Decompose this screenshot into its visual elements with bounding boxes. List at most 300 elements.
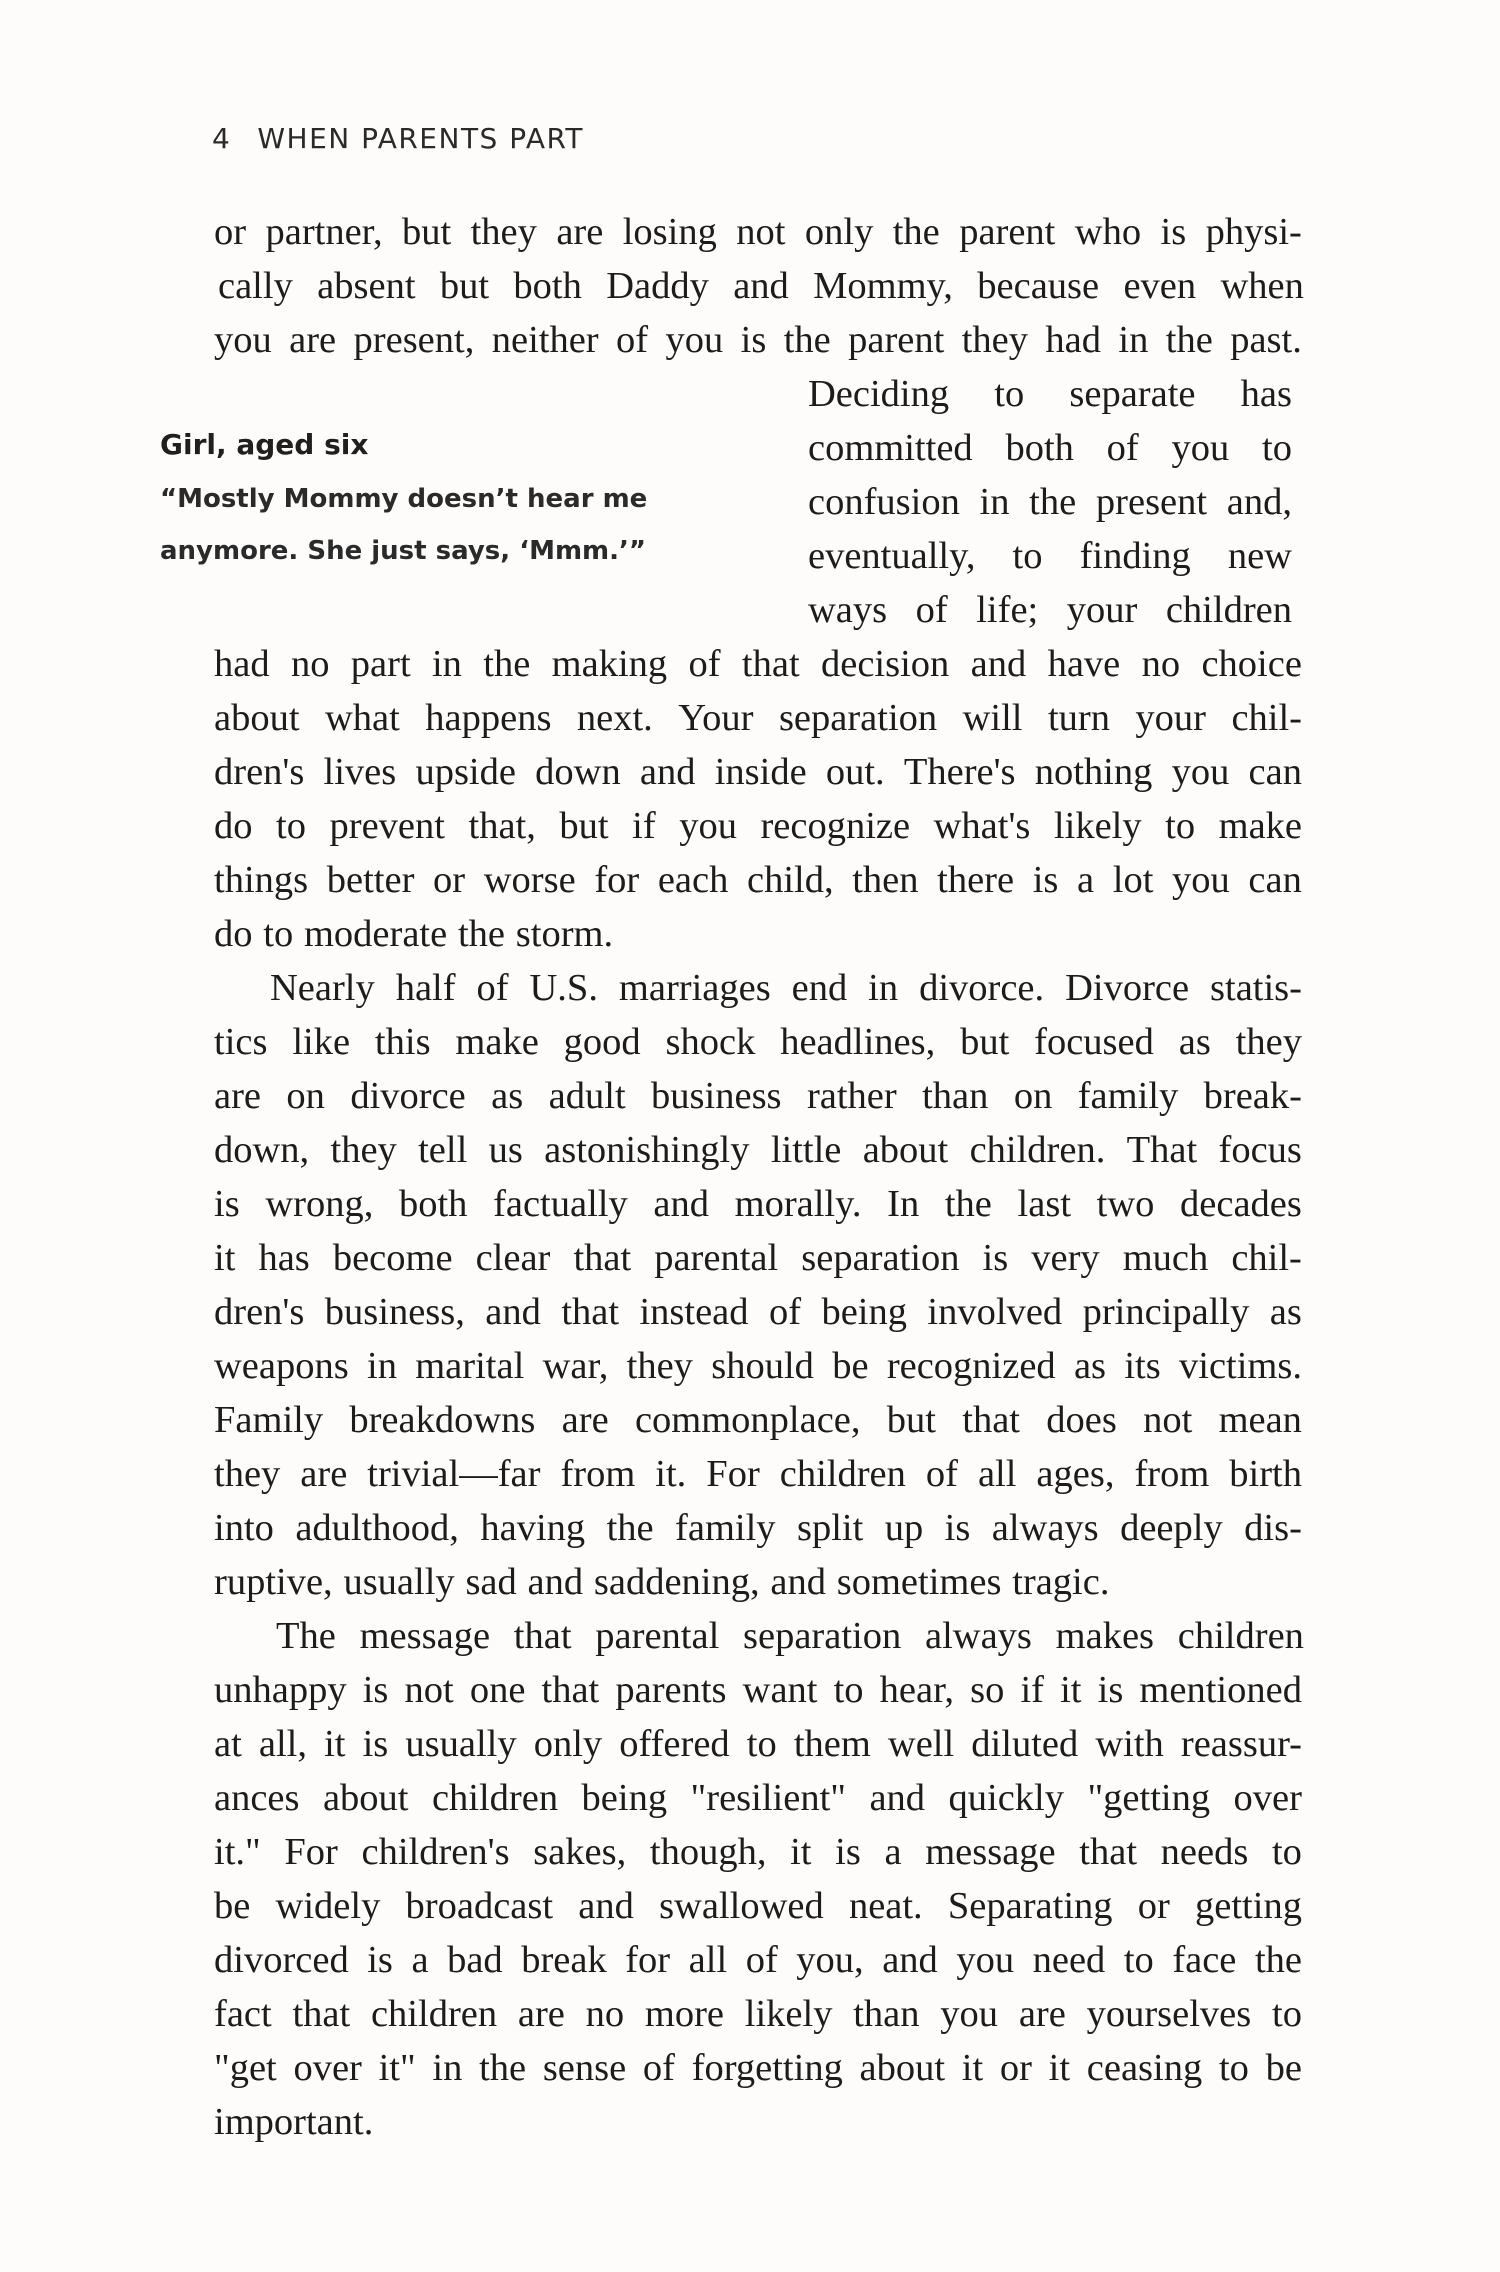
word: a bbox=[411, 1939, 429, 1981]
word: well bbox=[887, 1723, 955, 1765]
word: message bbox=[925, 1831, 1056, 1873]
text-line bbox=[276, 1609, 1304, 1663]
word: divorced bbox=[214, 1939, 349, 1981]
word: things bbox=[214, 859, 309, 901]
text-line bbox=[214, 637, 1302, 691]
word: part bbox=[350, 643, 411, 685]
text-line bbox=[214, 1447, 1302, 1501]
word: business bbox=[651, 1075, 782, 1117]
word: all bbox=[688, 1939, 728, 1981]
word: and bbox=[653, 1183, 709, 1225]
running-header bbox=[212, 122, 584, 155]
text-line bbox=[214, 313, 1302, 367]
word: child, bbox=[746, 859, 834, 901]
word: marriages bbox=[618, 967, 771, 1009]
word: they bbox=[1235, 1021, 1302, 1063]
word: with bbox=[1095, 1723, 1164, 1765]
word: upside bbox=[415, 751, 516, 793]
word: both bbox=[513, 265, 582, 307]
word: you bbox=[1171, 427, 1230, 469]
word: half bbox=[395, 967, 456, 1009]
word: happens bbox=[425, 697, 552, 739]
word: committed bbox=[808, 427, 973, 469]
word: is bbox=[1097, 1669, 1124, 1711]
word: mentioned bbox=[1139, 1669, 1302, 1711]
word: to bbox=[994, 373, 1025, 415]
word: being bbox=[821, 1291, 907, 1333]
word: they bbox=[330, 1129, 397, 1171]
word: only bbox=[804, 211, 874, 253]
word: children's bbox=[361, 1831, 510, 1873]
word: the bbox=[1254, 1939, 1302, 1981]
text-line bbox=[214, 1825, 1302, 1879]
word: be bbox=[214, 1885, 251, 1927]
word: they bbox=[470, 211, 537, 253]
word: making bbox=[551, 643, 668, 685]
text-line bbox=[214, 853, 1302, 907]
word: message bbox=[359, 1615, 491, 1657]
word: and, bbox=[1226, 481, 1292, 523]
word: focus bbox=[1218, 1129, 1302, 1171]
word: out. bbox=[825, 751, 885, 793]
word: weapons bbox=[214, 1345, 349, 1387]
word: all, bbox=[258, 1723, 307, 1765]
word: ages, bbox=[1036, 1453, 1115, 1495]
word: in bbox=[432, 2047, 463, 2089]
word: over bbox=[293, 2047, 362, 2089]
word: sad bbox=[465, 1561, 517, 1603]
word: chil- bbox=[1231, 1237, 1302, 1279]
word: tics bbox=[214, 1021, 268, 1063]
text-line bbox=[214, 1717, 1302, 1771]
word: quickly bbox=[948, 1777, 1064, 1819]
word: they bbox=[214, 1453, 281, 1495]
word: of bbox=[1106, 427, 1139, 469]
word: one bbox=[469, 1669, 526, 1711]
word: business, bbox=[324, 1291, 465, 1333]
word: having bbox=[480, 1507, 586, 1549]
word: physi- bbox=[1205, 211, 1302, 253]
word: to bbox=[1272, 1993, 1302, 2035]
word: Mommy, bbox=[813, 265, 953, 307]
word: victims. bbox=[1179, 1345, 1302, 1387]
word: but bbox=[559, 805, 609, 847]
word: swallowed bbox=[659, 1885, 824, 1927]
word: then bbox=[852, 859, 919, 901]
text-line bbox=[214, 1123, 1302, 1177]
word: them bbox=[793, 1723, 871, 1765]
word: when bbox=[1220, 265, 1304, 307]
word: to bbox=[276, 805, 306, 847]
word: reassur- bbox=[1180, 1723, 1302, 1765]
word: always bbox=[924, 1615, 1032, 1657]
word: and bbox=[485, 1291, 541, 1333]
text-line bbox=[214, 907, 1302, 961]
word: all bbox=[977, 1453, 1017, 1495]
word: you bbox=[1171, 751, 1230, 793]
word: dren's bbox=[214, 751, 305, 793]
word: to bbox=[1165, 805, 1196, 847]
word: little bbox=[770, 1129, 842, 1171]
word: much bbox=[1122, 1237, 1209, 1279]
word: parent bbox=[848, 319, 945, 361]
word: end bbox=[791, 967, 848, 1009]
word: sometimes bbox=[836, 1561, 1002, 1603]
word: about bbox=[322, 1777, 409, 1819]
word: partner, bbox=[265, 211, 383, 253]
word: being bbox=[581, 1777, 668, 1819]
word: decades bbox=[1180, 1183, 1302, 1225]
word: down bbox=[535, 751, 621, 793]
word: of bbox=[688, 643, 721, 685]
word: the bbox=[606, 1507, 654, 1549]
word: diluted bbox=[971, 1723, 1079, 1765]
word: better bbox=[326, 859, 415, 901]
word: lives bbox=[323, 751, 397, 793]
word: as bbox=[1269, 1291, 1302, 1333]
word: is bbox=[944, 1507, 971, 1549]
word: Separating bbox=[947, 1885, 1113, 1927]
quote-line: “Mostly Mommy doesn’t hear me bbox=[160, 484, 648, 514]
word: your bbox=[1135, 697, 1206, 739]
word: statis- bbox=[1210, 967, 1302, 1009]
word: what's bbox=[933, 805, 1031, 847]
word: unhappy bbox=[214, 1669, 347, 1711]
word: it bbox=[790, 1831, 812, 1873]
text-line bbox=[214, 799, 1302, 853]
word: marital bbox=[415, 1345, 525, 1387]
word: fact bbox=[214, 1993, 272, 2035]
text-line bbox=[214, 205, 1302, 259]
word: you bbox=[940, 1993, 999, 2035]
word: U.S. bbox=[529, 967, 598, 1009]
word: like bbox=[292, 1021, 351, 1063]
word: from bbox=[1134, 1453, 1210, 1495]
word: no bbox=[1141, 643, 1181, 685]
word: you bbox=[665, 319, 724, 361]
word: divorce. bbox=[919, 967, 1045, 1009]
word: shock bbox=[665, 1021, 756, 1063]
word: focused bbox=[1034, 1021, 1154, 1063]
text-line bbox=[214, 1177, 1302, 1231]
word: into bbox=[214, 1507, 274, 1549]
word: and bbox=[639, 751, 696, 793]
word: and bbox=[770, 1561, 826, 1603]
word: family bbox=[1077, 1075, 1179, 1117]
word: be bbox=[832, 1345, 869, 1387]
word: worse bbox=[483, 859, 576, 901]
word: this bbox=[374, 1021, 431, 1063]
word: as bbox=[491, 1075, 524, 1117]
word: to bbox=[1262, 427, 1292, 469]
word: birth bbox=[1229, 1453, 1302, 1495]
word: divorce bbox=[350, 1075, 466, 1117]
word: last bbox=[1017, 1183, 1072, 1225]
word: only bbox=[533, 1723, 603, 1765]
word: are bbox=[556, 211, 604, 253]
word: likely bbox=[1053, 805, 1142, 847]
text-line bbox=[214, 2095, 1302, 2149]
word: down, bbox=[214, 1129, 310, 1171]
word: storm. bbox=[515, 913, 614, 955]
word: make bbox=[1218, 805, 1302, 847]
word: that bbox=[541, 1669, 600, 1711]
word: sense bbox=[542, 2047, 627, 2089]
word: to bbox=[1271, 1831, 1302, 1873]
word: lot bbox=[1112, 859, 1154, 901]
word: nothing bbox=[1034, 751, 1153, 793]
text-line bbox=[808, 367, 1292, 421]
word: need bbox=[1032, 1939, 1106, 1981]
word: two bbox=[1096, 1183, 1155, 1225]
word: yourselves bbox=[1086, 1993, 1252, 2035]
text-line bbox=[214, 1393, 1302, 1447]
text-line bbox=[214, 1933, 1302, 1987]
word: Nearly bbox=[270, 967, 375, 1009]
word: about bbox=[214, 697, 300, 739]
word: your bbox=[1066, 589, 1138, 631]
word: and bbox=[882, 1939, 938, 1981]
word: trivial—far bbox=[367, 1453, 541, 1495]
word: but bbox=[439, 265, 490, 307]
word: usually bbox=[343, 1561, 455, 1603]
word: both bbox=[1005, 427, 1074, 469]
word: for bbox=[625, 1939, 671, 1981]
word: for bbox=[594, 859, 640, 901]
text-line bbox=[214, 1069, 1302, 1123]
word: the bbox=[944, 1183, 992, 1225]
word: if bbox=[1020, 1669, 1044, 1711]
word: had bbox=[214, 643, 270, 685]
word: children bbox=[779, 1453, 906, 1495]
word: you bbox=[1172, 859, 1230, 901]
text-line bbox=[214, 1285, 1302, 1339]
word: break- bbox=[1203, 1075, 1302, 1117]
word: confusion bbox=[808, 481, 960, 523]
word: in bbox=[1118, 319, 1149, 361]
word: what bbox=[324, 697, 400, 739]
word: and bbox=[733, 265, 789, 307]
text-line bbox=[270, 961, 1302, 1015]
word: on bbox=[1013, 1075, 1053, 1117]
word: Your bbox=[678, 697, 754, 739]
word: us bbox=[488, 1129, 523, 1171]
word: because bbox=[977, 265, 1100, 307]
word: will bbox=[962, 697, 1023, 739]
word: the bbox=[479, 2047, 527, 2089]
quote-line: anymore. She just says, ‘Mmm.’” bbox=[160, 536, 646, 566]
word: separate bbox=[1069, 373, 1196, 415]
text-line bbox=[218, 259, 1304, 313]
word: at bbox=[214, 1723, 242, 1765]
word: but bbox=[402, 211, 452, 253]
word: is bbox=[214, 1183, 240, 1225]
word: in bbox=[431, 643, 462, 685]
word: to bbox=[1123, 1939, 1154, 1981]
word: separation bbox=[743, 1615, 902, 1657]
word: the bbox=[483, 643, 531, 685]
word: Deciding bbox=[808, 373, 950, 415]
word: cally bbox=[218, 265, 293, 307]
word: is bbox=[982, 1237, 1009, 1279]
word: it. bbox=[655, 1453, 687, 1495]
word: the bbox=[457, 913, 506, 955]
word: who bbox=[1074, 211, 1142, 253]
word: they bbox=[961, 319, 1029, 361]
text-line bbox=[214, 1015, 1302, 1069]
word: moderate bbox=[303, 913, 448, 955]
word: deeply bbox=[1120, 1507, 1223, 1549]
word: become bbox=[332, 1237, 453, 1279]
word: that bbox=[573, 1237, 632, 1279]
word: has bbox=[1240, 373, 1292, 415]
word: as bbox=[1073, 1345, 1107, 1387]
text-line bbox=[214, 1663, 1302, 1717]
word: you bbox=[214, 319, 272, 361]
text-line bbox=[214, 1987, 1302, 2041]
word: saddening, bbox=[593, 1561, 760, 1603]
word: losing bbox=[622, 211, 717, 253]
word: as bbox=[1178, 1021, 1211, 1063]
word: astonishingly bbox=[544, 1129, 750, 1171]
word: to bbox=[263, 913, 294, 955]
word: parent bbox=[959, 211, 1056, 253]
word: good bbox=[563, 1021, 641, 1063]
word: very bbox=[1031, 1237, 1100, 1279]
word: a bbox=[884, 1831, 902, 1873]
word: clear bbox=[475, 1237, 551, 1279]
word: but bbox=[960, 1021, 1010, 1063]
word: choice bbox=[1201, 643, 1302, 685]
word: past. bbox=[1230, 319, 1302, 361]
word: In bbox=[887, 1183, 920, 1225]
text-line bbox=[808, 475, 1292, 529]
word: more bbox=[644, 1993, 725, 2035]
word: it." bbox=[214, 1831, 261, 1873]
text-line bbox=[214, 1555, 1302, 1609]
word: on bbox=[286, 1075, 325, 1117]
quote-speaker: Girl, aged six bbox=[160, 428, 369, 461]
word: to bbox=[1012, 535, 1043, 577]
word: of bbox=[925, 1453, 958, 1495]
word: getting bbox=[1195, 1885, 1302, 1927]
word: the bbox=[1165, 319, 1213, 361]
word: it bbox=[961, 2047, 984, 2089]
word: wrong, bbox=[265, 1183, 374, 1225]
word: you, bbox=[796, 1939, 864, 1981]
word: are bbox=[289, 319, 337, 361]
word: "getting bbox=[1087, 1777, 1211, 1819]
word: decision bbox=[821, 643, 950, 685]
word: always bbox=[991, 1507, 1099, 1549]
word: and bbox=[970, 643, 1027, 685]
word: are bbox=[561, 1399, 609, 1441]
word: and bbox=[869, 1777, 926, 1819]
word: than bbox=[853, 1993, 920, 2035]
word: needs bbox=[1160, 1831, 1249, 1873]
word: has bbox=[258, 1237, 310, 1279]
word: if bbox=[632, 805, 656, 847]
word: present, bbox=[353, 319, 475, 361]
word: to bbox=[833, 1669, 864, 1711]
word: to bbox=[746, 1723, 777, 1765]
word: prevent bbox=[329, 805, 445, 847]
word: "resilient" bbox=[690, 1777, 846, 1819]
word: it bbox=[214, 1237, 236, 1279]
word: tell bbox=[418, 1129, 468, 1171]
word: of bbox=[745, 1939, 778, 1981]
text-line bbox=[214, 1501, 1302, 1555]
word: they bbox=[626, 1345, 693, 1387]
word: important. bbox=[214, 2101, 374, 2143]
word: make bbox=[455, 1021, 539, 1063]
word: it bbox=[1048, 2047, 1071, 2089]
word: is bbox=[1032, 859, 1059, 901]
word: not bbox=[404, 1669, 454, 1711]
word: For bbox=[284, 1831, 338, 1873]
word: adulthood, bbox=[295, 1507, 459, 1549]
word: does bbox=[1046, 1399, 1117, 1441]
word: both bbox=[398, 1183, 468, 1225]
word: bad bbox=[447, 1939, 503, 1981]
word: children bbox=[1177, 1615, 1304, 1657]
word: from bbox=[560, 1453, 636, 1495]
word: children bbox=[1165, 589, 1292, 631]
word: a bbox=[1077, 859, 1095, 901]
word: of bbox=[476, 967, 509, 1009]
word: be bbox=[1265, 2047, 1302, 2089]
word: dren's bbox=[214, 1291, 305, 1333]
word: have bbox=[1047, 643, 1121, 685]
word: dis- bbox=[1244, 1507, 1302, 1549]
word: the bbox=[1029, 481, 1077, 523]
word: recognize bbox=[760, 805, 911, 847]
word: it" bbox=[378, 2047, 416, 2089]
word: that bbox=[741, 643, 800, 685]
word: that, bbox=[468, 805, 536, 847]
text-line bbox=[214, 691, 1302, 745]
word: absent bbox=[317, 265, 416, 307]
word: and bbox=[578, 1885, 634, 1927]
word: that bbox=[292, 1993, 351, 2035]
word: not bbox=[736, 211, 786, 253]
word: do bbox=[214, 805, 253, 847]
pull-quote-sidebar bbox=[160, 428, 720, 577]
word: should bbox=[711, 1345, 814, 1387]
word: inside bbox=[714, 751, 807, 793]
word: though, bbox=[649, 1831, 767, 1873]
word: the bbox=[783, 319, 831, 361]
word: about bbox=[859, 2047, 946, 2089]
word: ruptive, bbox=[214, 1561, 333, 1603]
word: or bbox=[1137, 1885, 1170, 1927]
word: than bbox=[922, 1075, 989, 1117]
running-title: WHEN PARENTS PART bbox=[257, 122, 584, 155]
word: forgetting bbox=[691, 2047, 843, 2089]
word: that bbox=[1079, 1831, 1138, 1873]
word: that bbox=[561, 1291, 620, 1333]
word: mean bbox=[1218, 1399, 1302, 1441]
word: morally. bbox=[734, 1183, 862, 1225]
word: That bbox=[1126, 1129, 1198, 1171]
word: over bbox=[1233, 1777, 1302, 1819]
word: family bbox=[675, 1507, 776, 1549]
word: Family bbox=[214, 1399, 324, 1441]
word: the bbox=[892, 211, 940, 253]
word: are bbox=[1018, 1993, 1066, 2035]
word: widely bbox=[275, 1885, 381, 1927]
word: new bbox=[1227, 535, 1292, 577]
